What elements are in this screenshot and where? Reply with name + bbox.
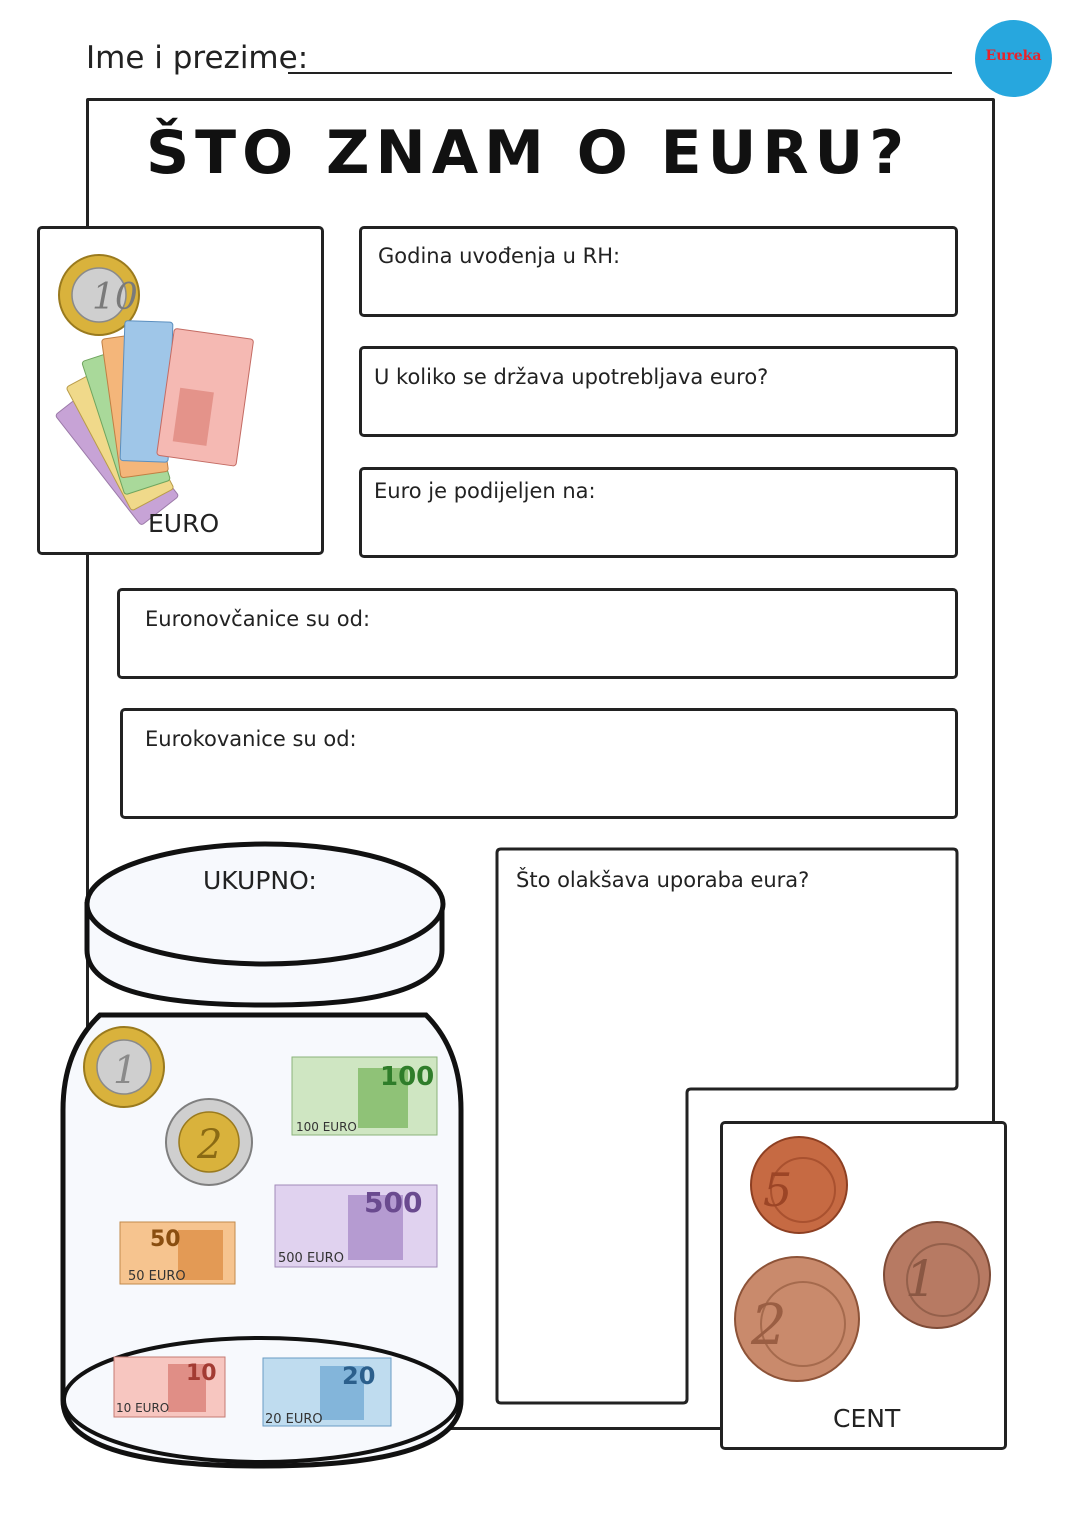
name-input-line[interactable] — [288, 72, 952, 74]
two-cent-coin-icon — [735, 1257, 859, 1381]
question-banknotes-label: Euronovčanice su od: — [145, 607, 371, 631]
banknote-10-icon — [114, 1357, 225, 1417]
note-50-label: 50 EURO — [128, 1269, 186, 1284]
money-jar — [58, 840, 468, 1470]
question-countries-label: U koliko se država upotrebljava euro? — [374, 365, 769, 389]
question-box-banknotes[interactable] — [117, 588, 958, 679]
five-cent-coin-icon — [751, 1137, 847, 1233]
question-box-countries[interactable] — [359, 346, 958, 437]
note-10-value: 10 — [186, 1361, 217, 1386]
note-10-label: 10 EURO — [116, 1401, 170, 1415]
cent-card — [720, 1121, 1007, 1450]
jar-coin-1-text: 1 — [113, 1048, 138, 1092]
question-box-divided[interactable] — [359, 467, 958, 558]
total-label: UKUPNO: — [203, 866, 317, 895]
banknote-50-icon — [120, 1222, 235, 1284]
note-20-value: 20 — [342, 1362, 376, 1390]
note-20-label: 20 EURO — [265, 1412, 323, 1427]
note-100-label: 100 EURO — [296, 1120, 357, 1134]
question-year-label: Godina uvođenja u RH: — [378, 244, 621, 268]
coin-value-text: 10 — [92, 277, 138, 318]
euro-label: EURO — [148, 509, 220, 538]
banknote-500-icon — [275, 1185, 437, 1267]
note-50-value: 50 — [150, 1227, 181, 1252]
cent-5-text: 5 — [763, 1163, 793, 1217]
cent-coins-illustration — [723, 1124, 1004, 1447]
banknote-fan-icon — [55, 321, 254, 526]
jar-one-euro-coin-icon — [84, 1027, 164, 1107]
cent-label: CENT — [833, 1404, 901, 1433]
banknote-20-icon — [263, 1358, 391, 1427]
eureka-logo — [975, 20, 1052, 97]
note-500-value: 500 — [364, 1186, 423, 1219]
jar-two-euro-coin-icon — [166, 1099, 252, 1185]
note-100-value: 100 — [380, 1062, 435, 1092]
question-box-coins[interactable] — [120, 708, 958, 819]
banknote-100-icon — [292, 1057, 437, 1135]
question-divided-label: Euro je podijeljen na: — [374, 479, 596, 503]
page-title: ŠTO ZNAM O EURU? — [145, 118, 911, 188]
cent-1-text: 1 — [905, 1250, 937, 1308]
jar-coin-2-text: 2 — [197, 1122, 223, 1168]
question-box-year[interactable] — [359, 226, 958, 317]
note-500-label: 500 EURO — [278, 1251, 344, 1266]
name-label: Ime i prezime: — [86, 40, 309, 76]
question-coins-label: Eurokovanice su od: — [145, 727, 357, 751]
cent-2-text: 2 — [751, 1293, 787, 1358]
euro-card — [37, 226, 324, 555]
question-benefits-label: Što olakšava uporaba eura? — [516, 868, 810, 892]
logo-text: Eureka — [985, 48, 1042, 64]
euro-illustration — [40, 229, 321, 552]
one-cent-coin-icon — [884, 1222, 990, 1328]
